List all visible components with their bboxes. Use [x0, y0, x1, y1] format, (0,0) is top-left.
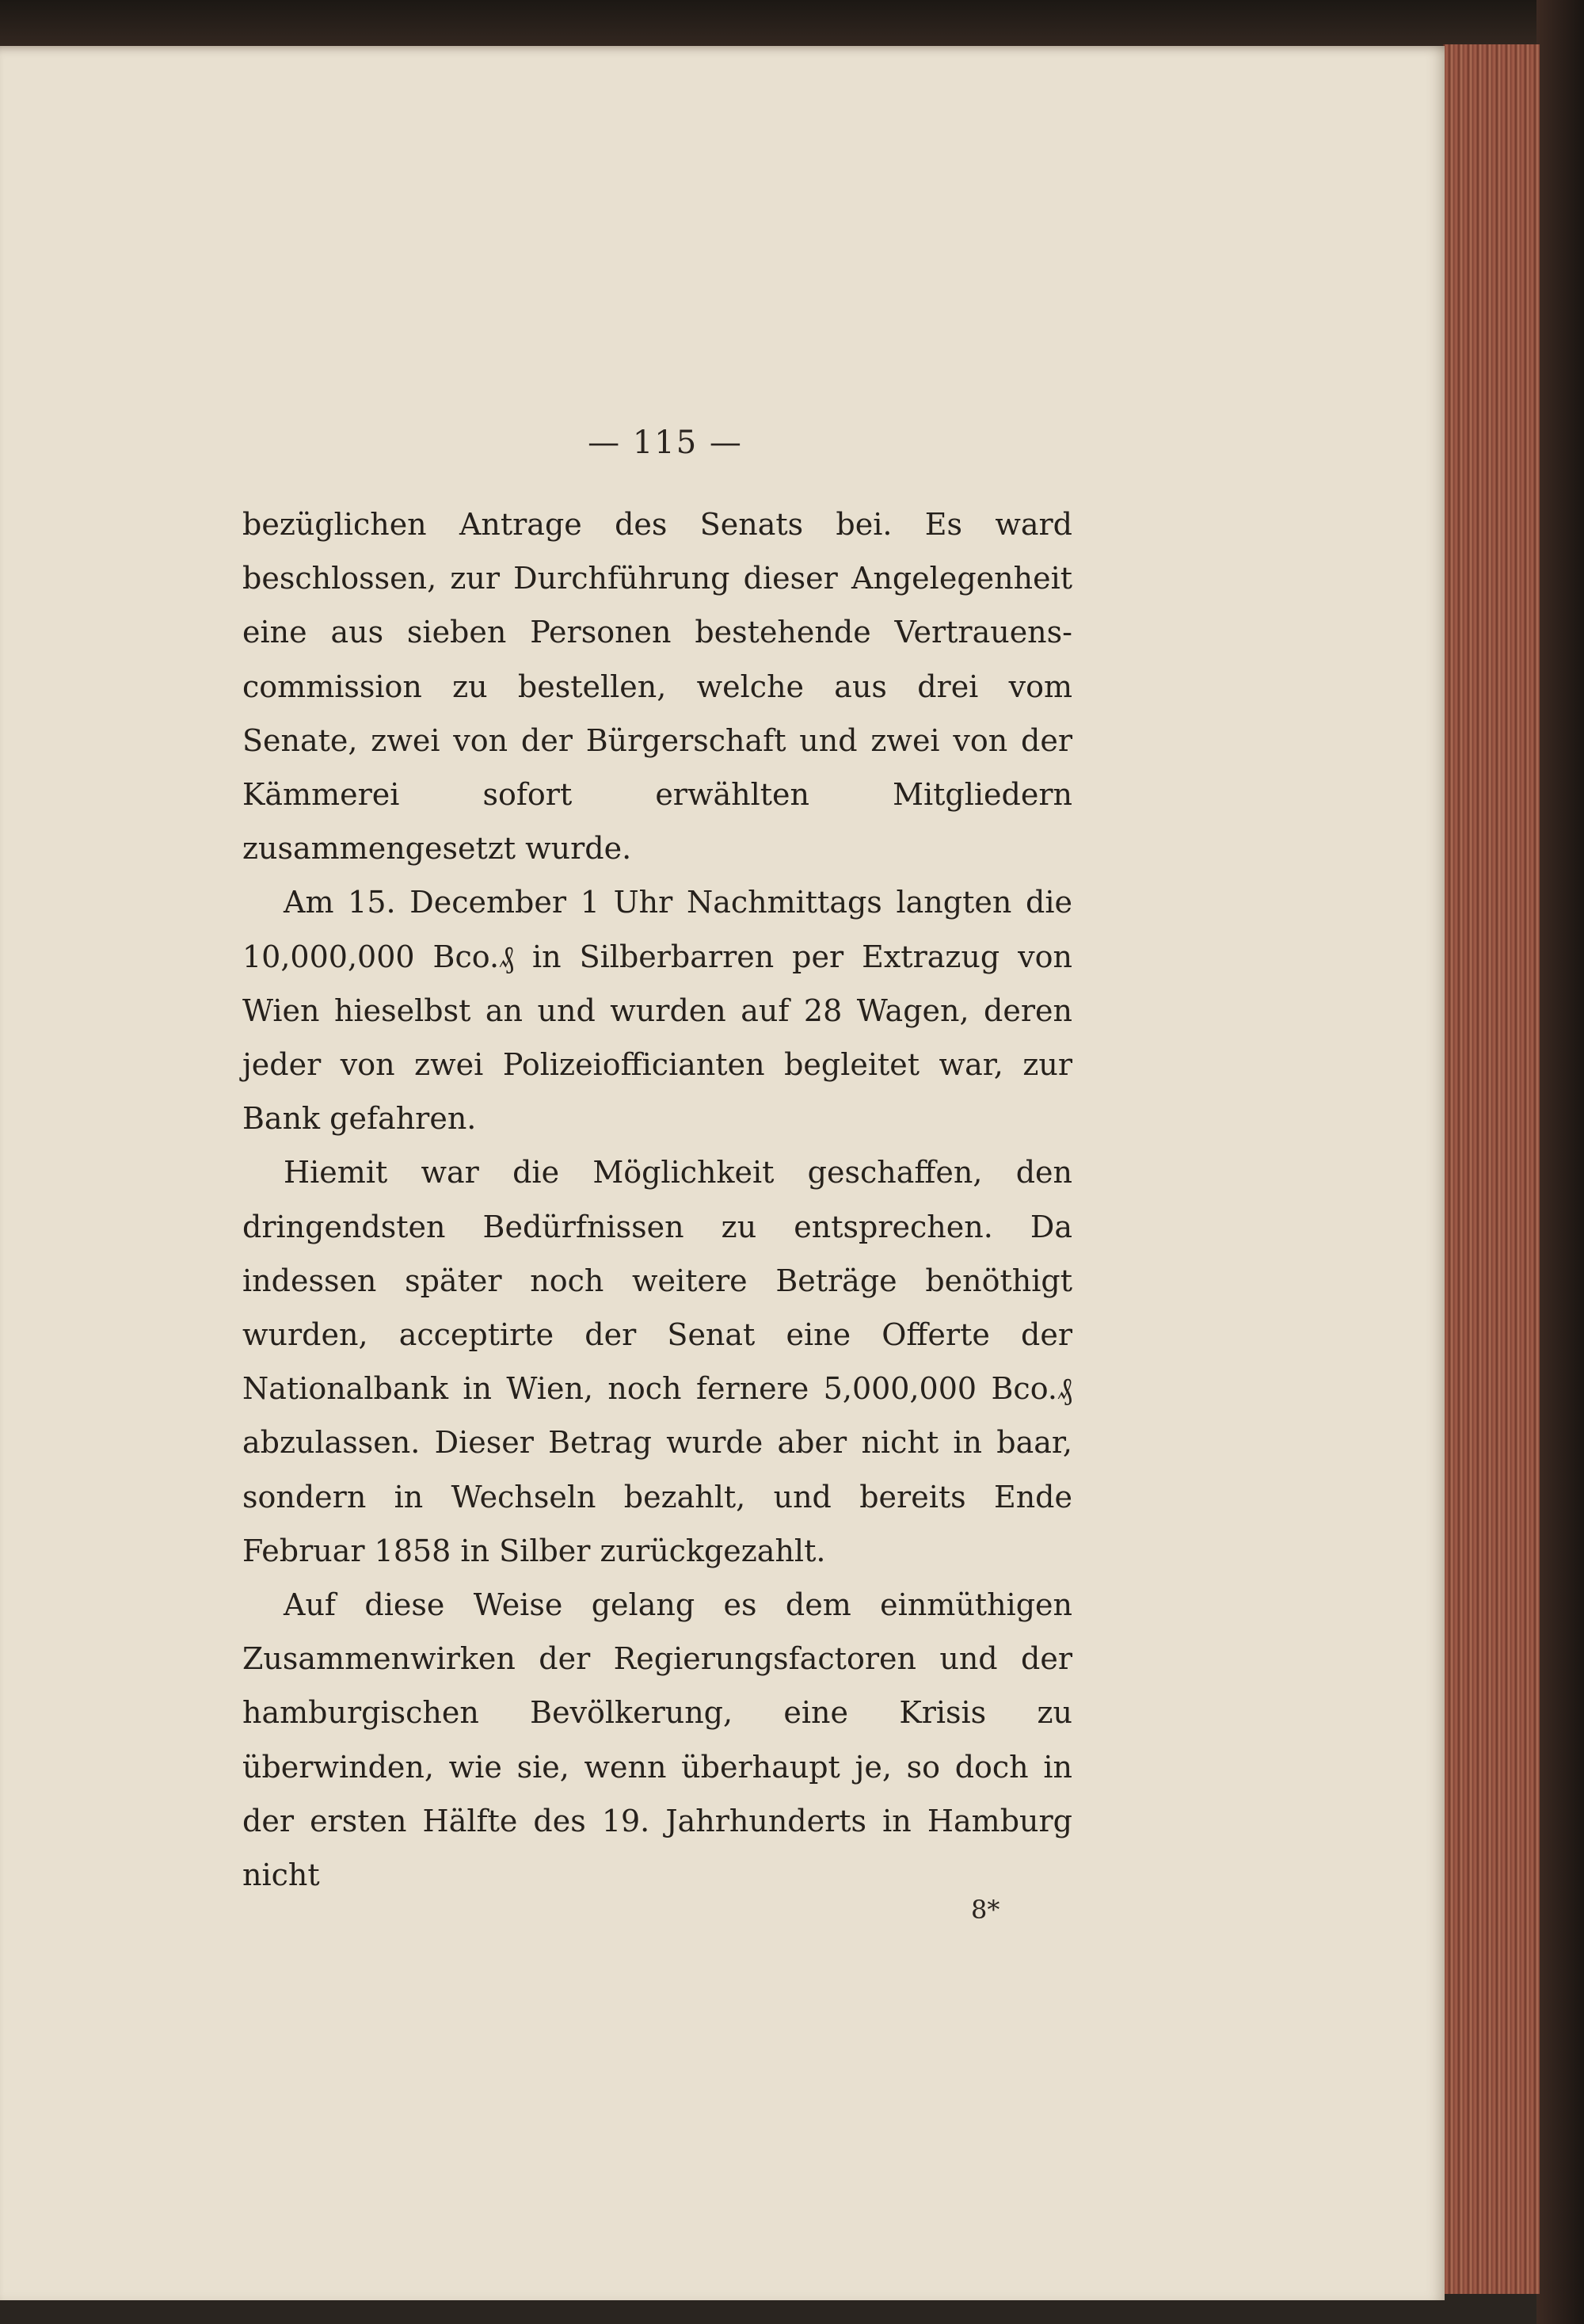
page-edges — [1443, 44, 1540, 2294]
signature-mark: 8* — [971, 1895, 1000, 1925]
paragraph: Auf diese Weise gelang es dem einmüthigen Zusammenwirken der Regierungsfactoren und der hamburgischen Bevölkerung, eine Krisis zu überwinden, wie sie, wenn überhaupt je, so doch in der ersten Hälfte des 19. Jahrhunderts in Hamburg nicht — [242, 1587, 1072, 1893]
paragraph: Am 15. December 1 Uhr Nachmittags langten die 10,000,000 Bco.₰ in Silberbarren per Extrazug von Wien hieselbst an und wurden auf 28 Wagen, deren jeder von zwei Polizeiofficianten begleitet war, zur Bank gefahren. — [242, 885, 1072, 1137]
body-text — [242, 497, 1072, 1902]
paragraph: bezüglichen Antrage des Senats bei. Es ward beschlossen, zur Durchführung dieser Angelegenheit eine aus sieben Personen bestehende Vertrauens-commission zu bestellen, welche aus drei vom Senate, zwei von der Bürgerschaft und zwei von der Kämmerei sofort erwählten Mitgliedern zusammengesetzt wurde. — [242, 507, 1072, 867]
book-cover-right — [1536, 0, 1584, 2324]
paragraph: Hiemit war die Möglichkeit geschaffen, den dringendsten Bedürfnissen zu entsprechen. Da indessen später noch weitere Beträge benöthigt wurden, acceptirte der Senat eine Offerte der Nationalbank in Wien, noch fernere 5,000,000 Bco.₰ abzulassen. Dieser Betrag wurde aber nicht in baar, sondern in Wechseln bezahlt, und bereits Ende Februar 1858 in Silber zurückgezahlt. — [242, 1155, 1072, 1568]
page-number: — 115 — — [588, 425, 743, 461]
